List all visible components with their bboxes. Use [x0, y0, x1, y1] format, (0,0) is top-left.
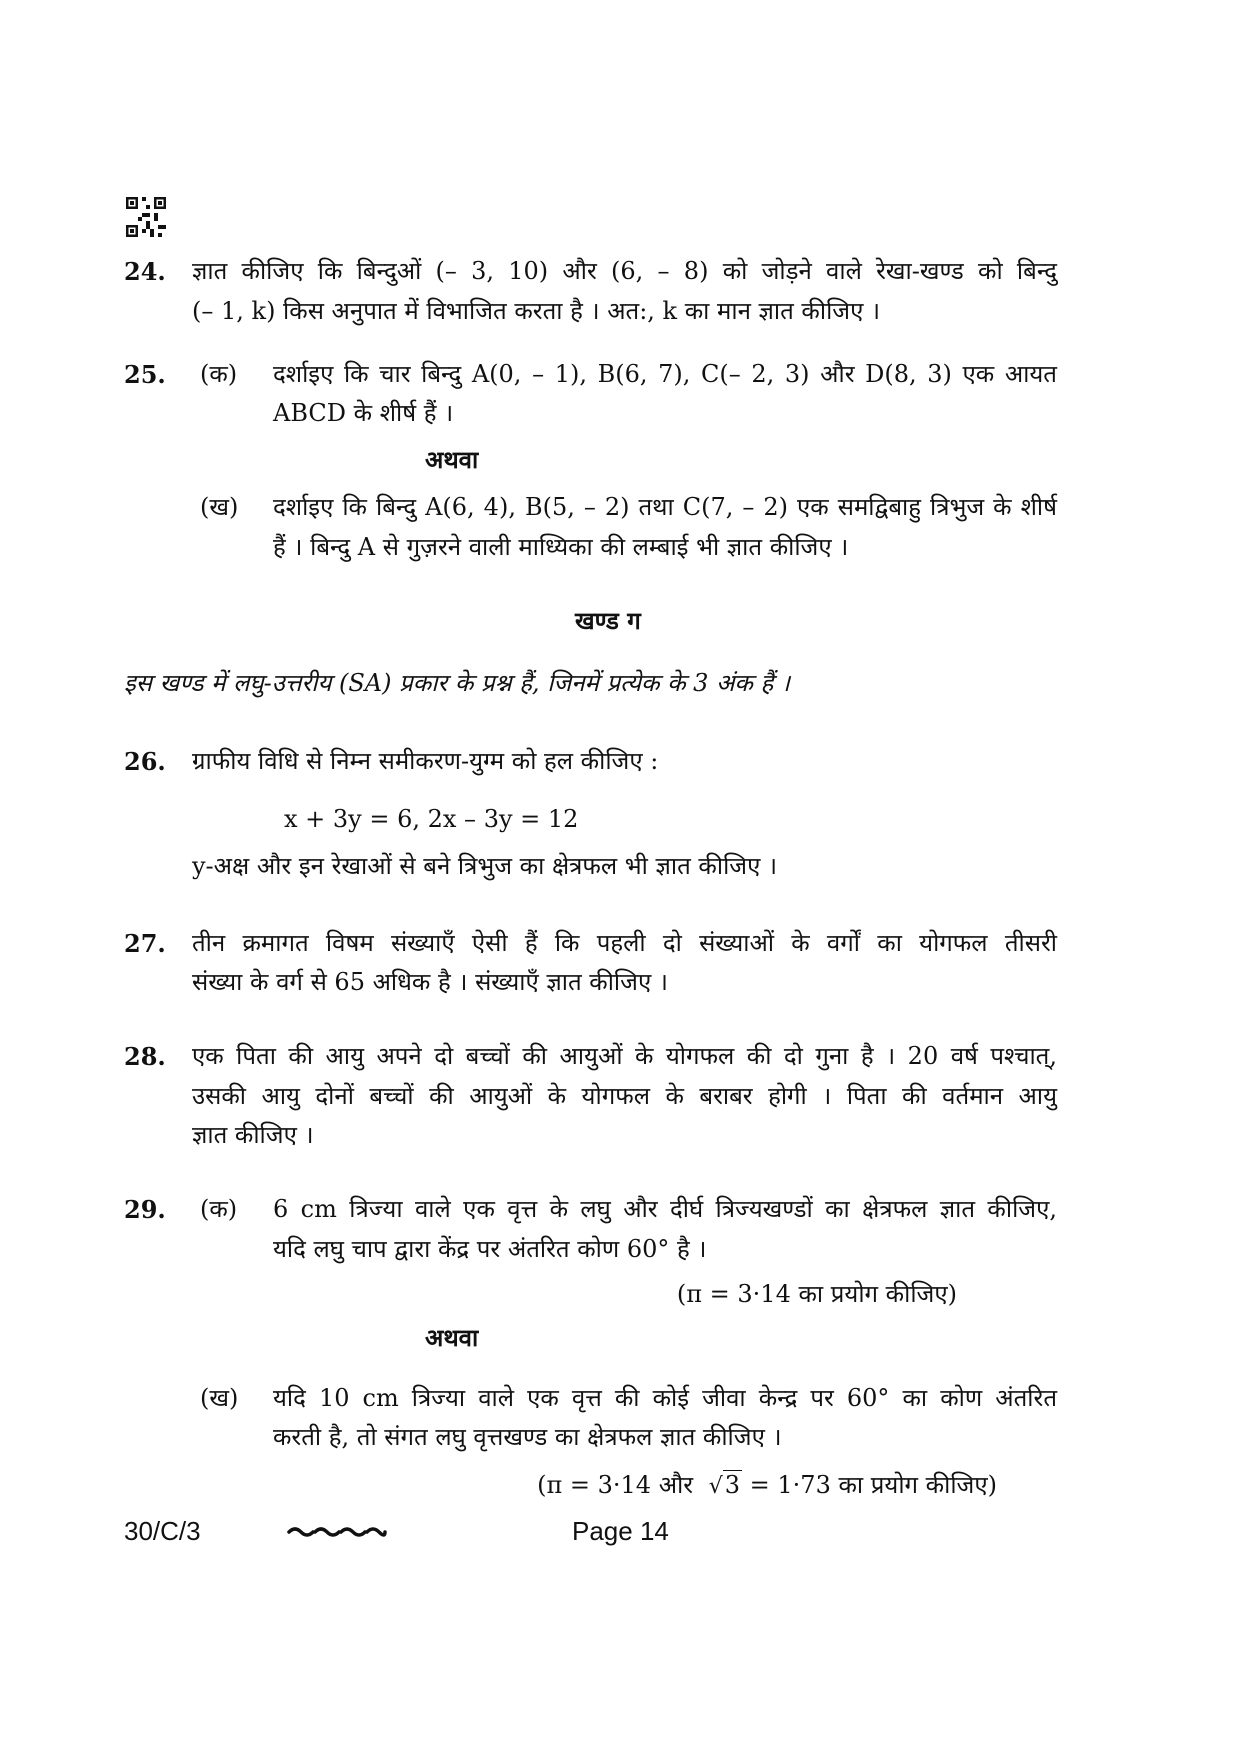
q29-option-a-line-1: 6 cm त्रिज्या वाले एक वृत्त के लघु और दीर्घ त्रिज्यखण्डों का क्षेत्रफल ज्ञात कीजिए,: [273, 1195, 1057, 1223]
q25-option-a-label: (क): [200, 360, 238, 388]
q25-option-a-line-2: ABCD के शीर्ष हैं ।: [273, 399, 454, 427]
q29-option-a-label: (क): [200, 1195, 238, 1223]
radical-icon: √: [708, 1474, 723, 1499]
q27-line-2: संख्या के वर्ग से 65 अधिक है । संख्याएँ ज्ञात कीजिए ।: [192, 968, 668, 996]
question-number-24: 24.: [124, 257, 166, 286]
paper-code: 30/C/3: [124, 1516, 201, 1546]
square-root-radicand: 3: [724, 1471, 741, 1499]
q29-option-b-line-2: करती है, तो संगत लघु वृत्तखण्ड का क्षेत्रफल ज्ञात कीजिए ।: [273, 1423, 782, 1451]
q28-line-1: एक पिता की आयु अपने दो बच्चों की आयुओं के योगफल की दो गुना है । 20 वर्ष पश्चात्,: [192, 1042, 1057, 1070]
question-number-27: 27.: [124, 929, 166, 958]
q25-option-a-line-1: दर्शाइए कि चार बिन्दु A(0, – 1), B(6, 7), C(– 2, 3) और D(8, 3) एक आयत: [273, 360, 1057, 388]
question-number-25: 25.: [124, 360, 166, 389]
q29-option-b-note-prefix: (π = 3·14 और: [537, 1471, 694, 1499]
q28-line-3: ज्ञात कीजिए ।: [192, 1121, 314, 1149]
q29-option-a-note: (π = 3·14 का प्रयोग कीजिए): [676, 1280, 957, 1308]
q29-option-b-label: (ख): [200, 1384, 239, 1412]
q29-option-b-note: [537, 1466, 997, 1506]
q28-line-2: उसकी आयु दोनों बच्चों की आयुओं के योगफल के बराबर होगी । पिता की वर्तमान आयु: [192, 1082, 1057, 1110]
page-number: Page 14: [572, 1516, 669, 1546]
section-title: खण्ड ग: [575, 606, 641, 635]
q24-line-2: (– 1, k) किस अनुपात में विभाजित करता है । अत:, k का मान ज्ञात कीजिए ।: [192, 297, 881, 325]
question-number-26: 26.: [124, 747, 166, 776]
q29-option-b-note-suffix: = 1·73 का प्रयोग कीजिए): [749, 1471, 997, 1499]
wave-ornament-icon: [287, 1524, 387, 1538]
q25-option-b-line-1: दर्शाइए कि बिन्दु A(6, 4), B(5, – 2) तथा C(7, – 2) एक समद्विबाहु त्रिभुज के शीर्ष: [273, 493, 1057, 521]
question-number-28: 28.: [124, 1042, 166, 1071]
q29-option-a-line-2: यदि लघु चाप द्वारा केंद्र पर अंतरित कोण 60° है ।: [273, 1235, 707, 1263]
qr-code-icon: [126, 197, 166, 237]
question-number-29: 29.: [124, 1195, 166, 1224]
q26-line-2: y-अक्ष और इन रेखाओं से बने त्रिभुज का क्षेत्रफल भी ज्ञात कीजिए ।: [192, 852, 778, 880]
square-root-expression: [709, 1466, 742, 1506]
section-instruction: इस खण्ड में लघु-उत्तरीय (SA) प्रकार के प्रश्न हैं, जिनमें प्रत्येक के 3 अंक हैं ।: [124, 669, 790, 697]
q25-or-divider: अथवा: [425, 445, 479, 474]
q27-line-1: तीन क्रमागत विषम संख्याएँ ऐसी हैं कि पहली दो संख्याओं के वर्गों का योगफल तीसरी: [192, 929, 1057, 957]
q29-or-divider: अथवा: [425, 1323, 479, 1352]
q24-line-1: ज्ञात कीजिए कि बिन्दुओं (– 3, 10) और (6, – 8) को जोड़ने वाले रेखा-खण्ड को बिन्दु: [192, 257, 1057, 285]
q26-line-1: ग्राफीय विधि से निम्न समीकरण-युग्म को हल कीजिए :: [192, 747, 659, 775]
q25-option-b-label: (ख): [200, 493, 239, 521]
q26-equation: x + 3y = 6, 2x – 3y = 12: [284, 805, 579, 833]
q25-option-b-line-2: हैं । बिन्दु A से गुज़रने वाली माध्यिका की लम्बाई भी ज्ञात कीजिए ।: [273, 533, 849, 561]
q29-option-b-line-1: यदि 10 cm त्रिज्या वाले एक वृत्त की कोई जीवा केन्द्र पर 60° का कोण अंतरित: [273, 1384, 1057, 1412]
